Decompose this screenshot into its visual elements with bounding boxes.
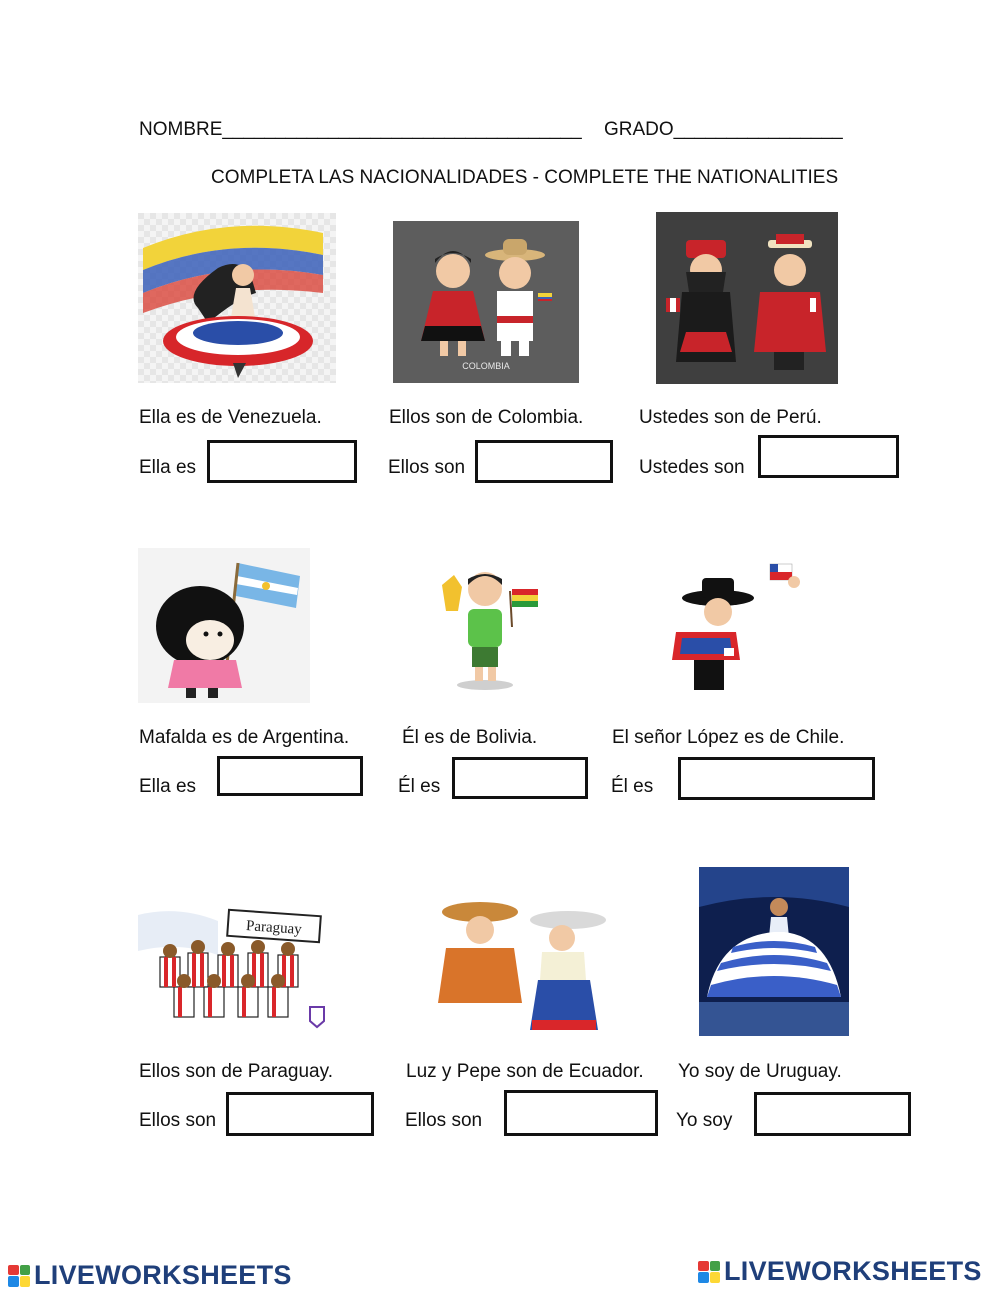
prompt-4: Ella es bbox=[139, 776, 197, 797]
sentence-2: Ellos son de Colombia. bbox=[389, 407, 584, 428]
sentence-9: Yo soy de Uruguay. bbox=[678, 1061, 842, 1082]
answer-input-3[interactable] bbox=[758, 435, 899, 478]
answer-input-4[interactable] bbox=[217, 756, 363, 796]
chile-huaso-image bbox=[666, 560, 816, 700]
venezuela-dancer-image bbox=[138, 213, 336, 383]
liveworksheets-mark-icon bbox=[8, 1265, 30, 1287]
liveworksheets-logo-left bbox=[8, 1260, 292, 1291]
answer-input-1[interactable] bbox=[207, 440, 357, 483]
prompt-6: Él es bbox=[611, 776, 654, 797]
peru-children-image bbox=[656, 212, 838, 384]
paraguay-fans-image bbox=[138, 895, 333, 1035]
colombia-children-image bbox=[393, 221, 579, 383]
ecuador-couple-image bbox=[438, 898, 610, 1036]
name-label: NOMBRE__________________________________ bbox=[139, 119, 582, 140]
liveworksheets-mark-icon bbox=[698, 1261, 720, 1283]
prompt-8: Ellos son bbox=[405, 1110, 483, 1131]
answer-input-6[interactable] bbox=[678, 757, 875, 800]
prompt-5: Él es bbox=[398, 776, 441, 797]
sentence-8: Luz y Pepe son de Ecuador. bbox=[406, 1061, 644, 1082]
grade-label: GRADO________________ bbox=[604, 119, 843, 140]
sentence-7: Ellos son de Paraguay. bbox=[139, 1061, 333, 1082]
mafalda-argentina-image bbox=[138, 548, 310, 703]
liveworksheets-logo-right bbox=[698, 1256, 982, 1287]
logo-text: LIVEWORKSHEETS bbox=[724, 1256, 982, 1286]
logo-text: LIVEWORKSHEETS bbox=[34, 1260, 292, 1290]
prompt-7: Ellos son bbox=[139, 1110, 217, 1131]
bolivia-boy-image bbox=[430, 565, 545, 695]
sentence-4: Mafalda es de Argentina. bbox=[139, 727, 350, 748]
prompt-1: Ella es bbox=[139, 457, 197, 478]
answer-input-5[interactable] bbox=[452, 757, 588, 799]
sentence-6: El señor López es de Chile. bbox=[612, 727, 845, 748]
paraguay-banner-text: Paraguay bbox=[245, 918, 303, 938]
page-title: COMPLETA LAS NACIONALIDADES - COMPLETE THE NATIONALITIES bbox=[211, 167, 839, 188]
colombia-caption: COLOMBIA bbox=[462, 361, 510, 371]
answer-input-8[interactable] bbox=[504, 1090, 658, 1136]
prompt-3: Ustedes son bbox=[639, 457, 745, 478]
sentence-1: Ella es de Venezuela. bbox=[139, 407, 322, 428]
answer-input-9[interactable] bbox=[754, 1092, 911, 1136]
prompt-2: Ellos son bbox=[388, 457, 466, 478]
answer-input-7[interactable] bbox=[226, 1092, 374, 1136]
uruguay-dancer-image bbox=[699, 867, 849, 1036]
prompt-9: Yo soy bbox=[676, 1110, 733, 1131]
sentence-5: Él es de Bolivia. bbox=[402, 727, 538, 748]
sentence-3: Ustedes son de Perú. bbox=[639, 407, 822, 428]
answer-input-2[interactable] bbox=[475, 440, 613, 483]
